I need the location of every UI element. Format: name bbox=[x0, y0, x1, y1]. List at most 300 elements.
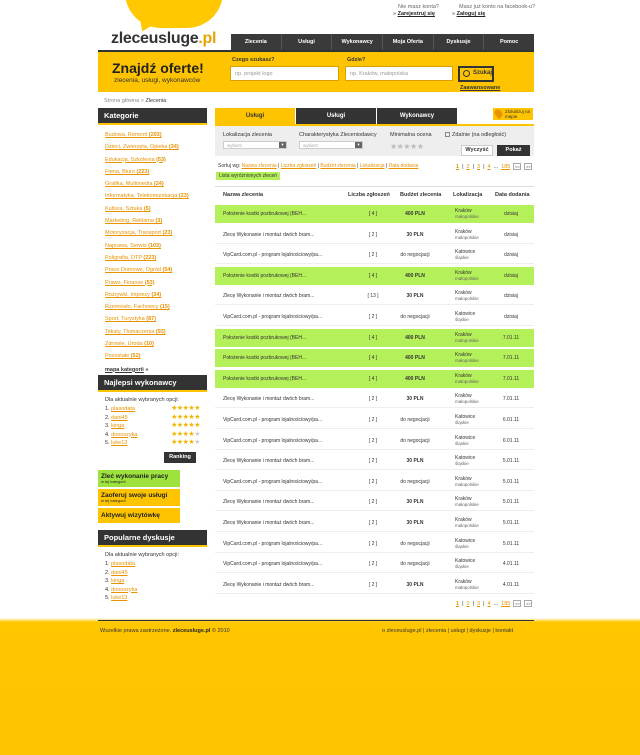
row-region: małopolskie bbox=[455, 358, 479, 364]
logo-text: zleceusluge bbox=[111, 30, 199, 47]
row-region: małopolskie bbox=[455, 296, 479, 302]
row-budget: 30 PLN bbox=[406, 581, 424, 588]
cta-activate-card[interactable] bbox=[98, 508, 180, 523]
search-subtitle: zlecenia, usługi, wykonawców bbox=[114, 77, 201, 84]
rating-stars-icon: ★★★★★ bbox=[171, 413, 200, 421]
page-last[interactable]: 185 bbox=[501, 600, 511, 607]
row-title[interactable]: VipCard.com.pl - program lojalnościowy/pa... bbox=[223, 561, 323, 568]
footer-link[interactable]: kontakt bbox=[495, 628, 514, 634]
show-results-button[interactable]: Pokaż bbox=[497, 145, 530, 156]
contractor-name[interactable]: luke13 bbox=[111, 440, 128, 446]
table-row[interactable] bbox=[215, 535, 534, 553]
rating-stars-selector[interactable]: ★★★★★ bbox=[390, 142, 424, 151]
location-filter-select[interactable] bbox=[223, 141, 287, 149]
row-title[interactable]: VipCard.com.pl - program lojalnościowy/pa... bbox=[223, 478, 323, 485]
row-count: [ 2 ] bbox=[368, 499, 378, 506]
contractor-row bbox=[98, 439, 207, 448]
row-date: dzisiaj bbox=[504, 252, 518, 259]
row-budget: do negocjacji bbox=[400, 252, 430, 259]
row-city: Kraków bbox=[455, 331, 472, 338]
category-item[interactable] bbox=[105, 326, 200, 338]
row-city: Kraków bbox=[455, 578, 472, 585]
logo[interactable] bbox=[111, 30, 216, 48]
table-row[interactable] bbox=[215, 308, 534, 326]
category-item[interactable] bbox=[105, 277, 200, 289]
col-title[interactable]: Nazwa zlecenia bbox=[223, 192, 264, 198]
table-row[interactable] bbox=[215, 267, 534, 285]
row-count: [ 2 ] bbox=[368, 313, 378, 320]
row-region: małopolskie bbox=[455, 275, 479, 281]
row-title[interactable]: Zlecę Wykonanie i montaż dwóch bram... bbox=[223, 458, 315, 465]
row-title[interactable]: Zlecę Wykonanie i montaż dwóch bram... bbox=[223, 231, 315, 238]
footer-link[interactable]: zlecenia bbox=[425, 628, 447, 634]
sort-label: Sortuj wg: bbox=[218, 163, 241, 169]
pager-ellipsis: ... bbox=[493, 600, 499, 607]
category-item[interactable] bbox=[105, 129, 200, 141]
breadcrumb bbox=[104, 98, 166, 104]
listing-table bbox=[215, 205, 534, 596]
row-location bbox=[455, 535, 475, 553]
search-title: Znajdź oferte! bbox=[112, 60, 204, 76]
row-region: małopolskie bbox=[455, 522, 479, 528]
what-label: Czego szukasz? bbox=[232, 57, 275, 63]
row-date: 4.01.11 bbox=[502, 581, 520, 588]
col-date[interactable]: Data dodania bbox=[495, 192, 530, 198]
category-name: Dzieci, Zwierzęta, Opieka bbox=[105, 144, 168, 151]
discussion-item bbox=[98, 569, 207, 578]
table-row[interactable] bbox=[215, 329, 534, 347]
breadcrumb-sep: > bbox=[140, 98, 144, 104]
category-count: (53) bbox=[144, 279, 155, 286]
rating-stars-icon: ★★★★★ bbox=[171, 405, 200, 412]
row-location bbox=[455, 576, 479, 594]
contractor-name[interactable]: kinga bbox=[111, 423, 125, 429]
tab-uslugi[interactable]: Usługi bbox=[296, 108, 376, 124]
row-title[interactable]: Położenie kostki pozbrukowej (BEH... bbox=[223, 334, 307, 341]
row-location bbox=[455, 473, 479, 491]
footer-link[interactable]: dyskusje bbox=[469, 628, 491, 634]
row-title[interactable]: Położenie kostki pozbrukowej (BEH... bbox=[223, 375, 307, 382]
table-row[interactable] bbox=[215, 411, 534, 429]
category-item[interactable] bbox=[105, 264, 200, 276]
row-city: Kraków bbox=[455, 290, 472, 297]
pager-next[interactable]: >> bbox=[526, 164, 531, 169]
categories-list bbox=[98, 125, 207, 367]
page-4[interactable]: 4 bbox=[487, 163, 491, 170]
search-button-label: Szukaj bbox=[473, 70, 493, 76]
table-row[interactable] bbox=[215, 226, 534, 244]
category-count: (23) bbox=[178, 193, 189, 200]
rating-stars-icon: ★★★★★ bbox=[171, 430, 200, 438]
table-row[interactable] bbox=[215, 287, 534, 305]
contractor-name[interactable]: doooszyka bbox=[111, 431, 138, 438]
category-item[interactable] bbox=[105, 141, 200, 153]
category-item[interactable] bbox=[105, 301, 200, 313]
register-link[interactable]: Zarejestruj się bbox=[397, 11, 435, 17]
row-budget: do negocjacji bbox=[400, 416, 430, 423]
search-bar bbox=[98, 50, 534, 92]
row-date: 5.01.11 bbox=[502, 499, 520, 506]
page-1[interactable]: 1 bbox=[456, 600, 460, 607]
cta-offer-services-label: Zaoferuj swoje usługi bbox=[101, 492, 168, 499]
contractor-rank: 3. bbox=[105, 423, 110, 429]
row-date: 5.01.11 bbox=[502, 458, 520, 465]
category-name: Sport, Turystyka bbox=[105, 316, 145, 323]
where-input[interactable]: np. Kraków, małopolska bbox=[345, 66, 453, 81]
row-count: [ 2 ] bbox=[368, 396, 378, 403]
row-city: Kraków bbox=[455, 208, 472, 214]
row-budget: 400 PLN bbox=[405, 272, 425, 279]
footer-year: © 2010 bbox=[211, 628, 230, 634]
top-contractors-title: Najlepsi wykonawcy bbox=[98, 375, 207, 392]
row-title[interactable]: Położenie kostki pozbrukowej (BEH... bbox=[223, 355, 307, 362]
discussion-rank: 1. bbox=[105, 561, 110, 567]
row-budget: do negocjacji bbox=[400, 313, 430, 320]
top-contractors-list bbox=[98, 405, 207, 448]
row-title[interactable]: Zlecę Wykonanie i montaż dwóch bram... bbox=[223, 396, 315, 403]
row-city: Kraków bbox=[455, 475, 472, 482]
category-item[interactable] bbox=[105, 289, 200, 301]
row-budget: 30 PLN bbox=[406, 499, 424, 506]
category-count: (24) bbox=[153, 181, 164, 188]
table-row[interactable] bbox=[215, 390, 534, 408]
pager-ellipsis: ... bbox=[493, 163, 499, 170]
row-date: 7.01.11 bbox=[502, 375, 520, 382]
cta-offer-services-sub: w tej kategorii bbox=[101, 498, 126, 503]
row-city: Katowice bbox=[455, 455, 476, 462]
row-location bbox=[455, 370, 479, 388]
client-filter-select[interactable] bbox=[299, 141, 363, 149]
page-3[interactable]: 3 bbox=[477, 163, 481, 170]
cta-order-work[interactable] bbox=[98, 470, 180, 487]
tab-uslugi-active[interactable]: Usługi bbox=[215, 108, 295, 124]
row-budget: 30 PLN bbox=[406, 519, 424, 526]
sort-name[interactable]: Nazwa zlecenia bbox=[241, 163, 277, 169]
advanced-search-link[interactable]: Zaawansowane bbox=[460, 85, 501, 91]
category-name: Pozostałe bbox=[105, 353, 130, 360]
row-location bbox=[455, 226, 479, 244]
table-row[interactable] bbox=[215, 432, 534, 450]
category-item[interactable] bbox=[105, 178, 200, 190]
checkbox-icon bbox=[445, 132, 450, 137]
discussion-link[interactable]: dani45 bbox=[111, 569, 128, 576]
footer-link[interactable]: usługi bbox=[450, 628, 466, 634]
footer-link[interactable]: o zleceusluge.pl bbox=[382, 628, 422, 634]
tab-wykonawcy[interactable]: Wykonawcy bbox=[377, 108, 457, 124]
client-filter-label: Charakterystyka Zleceniodawcy bbox=[299, 132, 377, 138]
table-row[interactable] bbox=[215, 576, 534, 594]
row-count: [ 2 ] bbox=[368, 252, 378, 259]
row-title[interactable]: Zlecę Wykonanie i montaż dwóch bram... bbox=[223, 519, 315, 526]
fb-question: Masz już konto na facebook-u? bbox=[459, 4, 536, 10]
table-row[interactable] bbox=[215, 452, 534, 470]
contractor-row bbox=[98, 431, 207, 440]
pager-top: 1 | 2 | 3 | 4 ... 185 << >> bbox=[456, 163, 531, 170]
row-count: [ 2 ] bbox=[368, 231, 378, 238]
categories-title: Kategorie bbox=[98, 108, 207, 125]
row-date: dzisiaj bbox=[504, 231, 518, 238]
row-title[interactable]: Położenie kostki pozbrukowej (BEH... bbox=[223, 211, 307, 217]
row-title[interactable]: VipCard.com.pl - program lojalnościowy/pa... bbox=[223, 252, 323, 259]
category-count: (10) bbox=[144, 341, 154, 348]
row-title[interactable]: VipCard.com.pl - program lojalnościowy/pa... bbox=[223, 416, 323, 423]
listing-tabs bbox=[215, 108, 458, 124]
page-last[interactable]: 185 bbox=[501, 163, 511, 170]
row-city: Kraków bbox=[455, 372, 472, 379]
row-budget: 400 PLN bbox=[405, 355, 425, 362]
discussion-rank: 4. bbox=[105, 586, 110, 593]
row-budget: do negocjacji bbox=[400, 437, 430, 444]
nav-pomoc[interactable]: Pomoc bbox=[500, 39, 519, 45]
cta-activate-card-label: Aktywuj wizytówkę bbox=[101, 512, 160, 519]
discussion-item bbox=[98, 586, 207, 595]
row-city: Katowice bbox=[455, 310, 476, 317]
contractor-row bbox=[98, 414, 207, 423]
row-date: 5.01.11 bbox=[502, 519, 520, 526]
row-budget: 30 PLN bbox=[406, 293, 424, 300]
row-title[interactable]: Zlecę Wykonanie i montaż dwóch bram... bbox=[223, 293, 315, 300]
categories-more-label: mapa kategorii bbox=[105, 366, 144, 373]
category-count: (52) bbox=[130, 353, 141, 360]
row-location bbox=[455, 432, 475, 450]
pager-prev[interactable]: << bbox=[515, 601, 520, 606]
remote-checkbox[interactable] bbox=[445, 132, 506, 138]
row-region: śląskie bbox=[455, 419, 469, 425]
where-label: Gdzie? bbox=[347, 57, 366, 63]
page-4[interactable]: 4 bbox=[487, 600, 491, 607]
category-item[interactable] bbox=[105, 227, 200, 239]
col-count[interactable]: Liczba zgłoszeń bbox=[348, 192, 390, 198]
map-link[interactable]: Zlokalizuj na mapie bbox=[493, 108, 533, 120]
category-name: Grafika, Multimedia bbox=[105, 181, 153, 188]
row-title[interactable]: Zlecę Wykonanie i montaż dwóch bram... bbox=[223, 499, 315, 506]
row-city: Kraków bbox=[455, 496, 472, 503]
page-1[interactable]: 1 bbox=[456, 163, 460, 170]
table-row[interactable] bbox=[215, 205, 534, 223]
row-budget: 30 PLN bbox=[406, 231, 424, 238]
row-count: [ 2 ] bbox=[368, 519, 378, 526]
footer-links: o zleceusluge.pl | zlecenia | usługi | dyskusje | kontakt bbox=[382, 628, 514, 634]
row-location bbox=[455, 390, 479, 408]
row-city: Katowice bbox=[455, 249, 476, 256]
row-count: [ 4 ] bbox=[368, 355, 378, 362]
row-date: 6.01.11 bbox=[502, 437, 520, 444]
table-row[interactable] bbox=[215, 370, 534, 388]
category-count: (34) bbox=[168, 144, 179, 151]
pager-bottom: 1 | 2 | 3 | 4 ... 185 << >> bbox=[456, 600, 531, 607]
pager-next[interactable]: >> bbox=[526, 601, 531, 606]
row-budget: 400 PLN bbox=[405, 375, 425, 382]
category-count: (223) bbox=[143, 254, 157, 261]
row-date: dzisiaj bbox=[504, 272, 518, 279]
row-date: 7.01.11 bbox=[502, 334, 520, 341]
row-count: [ 2 ] bbox=[368, 561, 378, 568]
contractor-row bbox=[98, 405, 207, 414]
table-row[interactable] bbox=[215, 514, 534, 532]
row-region: małopolskie bbox=[455, 214, 479, 219]
row-budget: 30 PLN bbox=[406, 396, 424, 403]
category-item[interactable] bbox=[105, 313, 200, 325]
category-item[interactable] bbox=[105, 154, 200, 166]
contractor-rank: 4. bbox=[105, 431, 110, 438]
clear-filters-button[interactable]: Wyczyść bbox=[461, 145, 493, 156]
row-count: [ 2 ] bbox=[368, 437, 378, 444]
contractor-row bbox=[98, 422, 207, 431]
category-name: Firma, Biuro bbox=[105, 168, 135, 175]
nav-wykonawcy[interactable]: Wykonawcy bbox=[332, 34, 383, 50]
row-region: śląskie bbox=[455, 564, 469, 570]
row-city: Kraków bbox=[455, 228, 472, 235]
category-item[interactable] bbox=[105, 166, 200, 178]
categories-more-arrow: » bbox=[145, 366, 149, 373]
category-item[interactable] bbox=[105, 240, 200, 252]
register-box bbox=[398, 4, 439, 10]
row-title[interactable]: VipCard.com.pl - program lojalnościowy/pa... bbox=[223, 313, 323, 320]
page-3[interactable]: 3 bbox=[477, 600, 481, 607]
cta-order-work-sub: w tej kategorii bbox=[101, 479, 126, 484]
discussion-rank: 3. bbox=[105, 578, 110, 584]
table-row[interactable] bbox=[215, 473, 534, 491]
row-date: 4.01.11 bbox=[502, 561, 520, 568]
table-row[interactable] bbox=[215, 246, 534, 264]
row-region: małopolskie bbox=[455, 234, 479, 240]
col-budget[interactable]: Budżet zlecenia bbox=[400, 192, 442, 198]
contractor-name[interactable]: dani45 bbox=[111, 414, 128, 421]
row-budget: do negocjacji bbox=[400, 561, 430, 568]
search-button[interactable] bbox=[458, 66, 494, 82]
row-city: Katowice bbox=[455, 413, 476, 420]
row-date: 5.01.11 bbox=[502, 478, 520, 485]
category-name: Naprawa, Serwis bbox=[105, 242, 147, 249]
row-location bbox=[455, 452, 475, 470]
row-city: Katowice bbox=[455, 558, 476, 565]
category-name: Rozrywki, Imprezy bbox=[105, 291, 150, 298]
row-budget: do negocjacji bbox=[400, 478, 430, 485]
sort-count[interactable]: Liczba zgłoszeń bbox=[280, 163, 317, 169]
category-count: (5) bbox=[143, 205, 151, 212]
category-name: Teksty, Tłumaczenia bbox=[105, 328, 155, 335]
nav-dyskusje[interactable]: Dyskusje bbox=[434, 34, 485, 50]
category-count: (87) bbox=[146, 316, 157, 323]
row-count: [ 4 ] bbox=[368, 211, 378, 217]
sort-location[interactable]: Lokalizacja bbox=[359, 163, 385, 169]
category-name: Marketing, Reklama bbox=[105, 218, 154, 225]
category-item[interactable] bbox=[105, 338, 200, 350]
row-region: śląskie bbox=[455, 316, 469, 322]
table-row[interactable] bbox=[215, 349, 534, 367]
cta-offer-services[interactable] bbox=[98, 489, 180, 506]
discussion-link[interactable]: kinga bbox=[111, 578, 125, 584]
row-date: dzisiaj bbox=[504, 293, 518, 300]
category-name: Prawo, Finanse bbox=[105, 279, 144, 286]
contractor-rank: 5. bbox=[105, 440, 110, 446]
table-row[interactable] bbox=[215, 493, 534, 511]
row-title[interactable]: Położenie kostki pozbrukowej (BEH... bbox=[223, 272, 307, 279]
row-region: śląskie bbox=[455, 543, 469, 549]
row-city: Katowice bbox=[455, 434, 476, 441]
register-link-wrap: » Zarejestruj się bbox=[393, 11, 435, 17]
popular-discussions-box bbox=[98, 530, 207, 603]
nav-moja-oferta[interactable]: Moja Oferta bbox=[383, 34, 434, 50]
filter-panel bbox=[215, 124, 534, 156]
table-row[interactable] bbox=[215, 555, 534, 573]
contractor-entry bbox=[105, 405, 135, 414]
category-count: (53) bbox=[156, 156, 166, 163]
row-region: małopolskie bbox=[455, 584, 479, 590]
category-count: (3) bbox=[155, 218, 163, 225]
row-count: [ 2 ] bbox=[368, 416, 378, 423]
discussion-link[interactable]: luke13 bbox=[111, 595, 128, 601]
ranking-button[interactable]: Ranking bbox=[164, 452, 196, 463]
row-count: [ 4 ] bbox=[368, 272, 378, 279]
row-region: śląskie bbox=[455, 440, 469, 446]
row-title[interactable]: VipCard.com.pl - program lojalnościowy/pa... bbox=[223, 437, 323, 444]
footer-brand[interactable]: zleceusluge.pl bbox=[172, 628, 211, 634]
remote-checkbox-label: Zdalnie (na odległość) bbox=[452, 132, 507, 138]
row-city: Kraków bbox=[455, 269, 472, 276]
category-count: (93) bbox=[155, 328, 166, 335]
sort-bar: Sortuj wg: Nazwa zlecenia | Liczba zgłoszeń | Budżet zlecenia | Lokalizacja | Data dodania bbox=[218, 163, 419, 169]
row-budget: 400 PLN bbox=[405, 334, 425, 341]
page-2[interactable]: 2 bbox=[466, 163, 470, 170]
main-nav bbox=[231, 34, 534, 50]
contractor-entry bbox=[105, 414, 128, 423]
discussion-link[interactable]: plasodata bbox=[111, 561, 135, 567]
row-date: dzisiaj bbox=[504, 313, 518, 320]
row-city: Kraków bbox=[455, 516, 472, 523]
sort-budget[interactable]: Budżet zlecenia bbox=[320, 163, 356, 169]
category-item[interactable] bbox=[105, 350, 200, 362]
col-location[interactable]: Lokalizacja bbox=[453, 192, 483, 198]
categories-more[interactable] bbox=[98, 367, 207, 373]
discussion-item bbox=[98, 577, 207, 586]
discussion-item bbox=[98, 560, 207, 569]
category-item[interactable] bbox=[105, 252, 200, 264]
pager-prev[interactable]: << bbox=[515, 164, 520, 169]
category-name: Informatyka, Telekomunikacja bbox=[105, 193, 178, 200]
what-input[interactable]: np. projekt logo bbox=[230, 66, 339, 81]
discussion-link[interactable]: doooszyka bbox=[111, 586, 138, 593]
row-budget: 30 PLN bbox=[406, 458, 424, 465]
breadcrumb-home[interactable]: Strona główna bbox=[104, 98, 140, 104]
contractor-name[interactable]: plasodata bbox=[111, 406, 135, 412]
category-name: Kultura, Sztuka bbox=[105, 205, 143, 212]
footer-rights: Wszelkie prawa zastrzeżone. bbox=[100, 628, 172, 634]
category-item[interactable] bbox=[105, 190, 200, 202]
row-count: [ 2 ] bbox=[368, 458, 378, 465]
row-title[interactable]: Zlecę Wykonanie i montaż dwóch bram... bbox=[223, 581, 315, 588]
row-location bbox=[455, 246, 475, 264]
row-location bbox=[455, 287, 479, 305]
rating-stars-icon: ★★★★★ bbox=[171, 439, 200, 446]
popular-list bbox=[98, 560, 207, 603]
row-count: [ 4 ] bbox=[368, 375, 378, 382]
login-link[interactable]: Zaloguj się bbox=[456, 11, 486, 17]
category-item[interactable] bbox=[105, 215, 200, 227]
contractor-entry bbox=[105, 431, 137, 440]
category-item[interactable] bbox=[105, 203, 200, 215]
footer-copyright bbox=[100, 628, 230, 634]
row-title[interactable]: VipCard.com.pl - program lojalnościowy/pa... bbox=[223, 540, 323, 547]
category-name: Zdrowie, Uroda bbox=[105, 341, 143, 348]
featured-legend: Lista wyróżnionych zleceń bbox=[216, 172, 280, 180]
nav-uslugi[interactable]: Usługi bbox=[282, 34, 333, 50]
row-date: 6.01.11 bbox=[502, 416, 520, 423]
page-2[interactable]: 2 bbox=[466, 600, 470, 607]
sort-date[interactable]: Data dodania bbox=[388, 163, 419, 169]
category-name: Poligrafia, DTP bbox=[105, 254, 142, 261]
nav-zlecenia[interactable]: Zlecenia bbox=[231, 34, 282, 50]
